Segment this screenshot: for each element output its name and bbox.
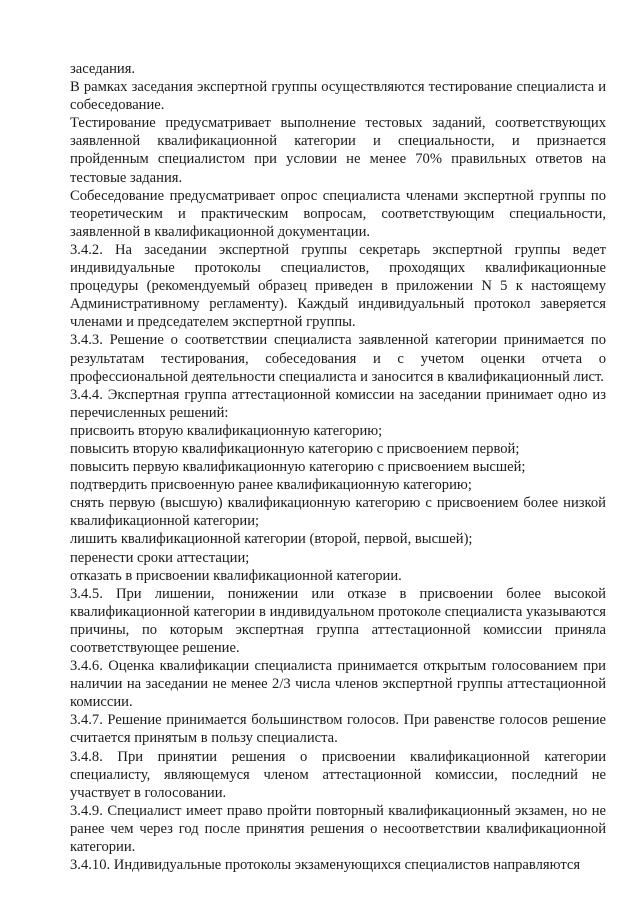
paragraph: 3.4.5. При лишении, понижении или отказе в присвоении более высокой квалификационной категории в индивидуальном протоколе специалиста указываются причины, по которым экспертная группа аттестационной комиссии приняла соответствующее решение.: [70, 585, 606, 656]
paragraph: присвоить вторую квалификационную категорию;: [70, 422, 383, 439]
paragraph: подтвердить присвоенную ранее квалификационную категорию;: [70, 477, 472, 494]
paragraph: 3.4.7. Решение принимается большинством голосов. При равенстве голосов решение считается принятым в пользу специалиста.: [70, 712, 606, 747]
paragraph: 3.4.6. Оценка квалификации специалиста принимается открытым голосованием при наличии на заседании не менее 2/3 числа членов экспертной группы аттестационной комиссии.: [70, 658, 606, 711]
paragraph: снять первую (высшую) квалификационную категорию с присвоением более низкой квалификационной категории;: [70, 495, 606, 530]
paragraph: заседания.: [70, 61, 136, 77]
paragraph: повысить вторую квалификационную категорию с присвоением первой;: [70, 440, 520, 457]
paragraph: 3.4.2. На заседании экспертной группы секретарь экспертной группы ведет индивидуальные протоколы специалистов, проходящих квалификационные процедуры (рекомендуемый образец приведен в приложении N 5 к настоящему Административному регламенту). Каждый индивидуальный протокол заверяется членами и председателем экспертной группы.: [70, 241, 606, 331]
paragraph: перенести сроки аттестации;: [70, 549, 250, 566]
paragraph: лишить квалификационной категории (второй, первой, высшей);: [70, 531, 473, 548]
document-text: [70, 60, 606, 874]
paragraph: 3.4.8. При принятии решения о присвоении квалификационной категории специалисту, являющемуся членом аттестационной комиссии, последний не участвует в голосовании.: [70, 748, 606, 801]
paragraph: Собеседование предусматривает опрос специалиста членами экспертной группы по теоретическим и практическим вопросам, соответствующим специальности, заявленной в квалификационной документации.: [70, 187, 606, 240]
paragraph: 3.4.3. Решение о соответствии специалиста заявленной категории принимается по результатам тестирования, собеседования и с учетом оценки отчета о профессиональной деятельности специалиста и заносится в квалификационный лист.: [70, 332, 606, 385]
paragraph: отказать в присвоении квалификационной категории.: [70, 567, 402, 584]
paragraph: В рамках заседания экспертной группы осуществляются тестирование специалиста и собеседование.: [70, 79, 606, 114]
paragraph: Тестирование предусматривает выполнение тестовых заданий, соответствующих заявленной квалификационной категории и специальности, и признается пройденным специалистом при условии не менее 70% правильных ответов на тестовые задания.: [70, 115, 606, 186]
paragraph: повысить первую квалификационную категорию с присвоением высшей;: [70, 459, 526, 476]
paragraph: 3.4.4. Экспертная группа аттестационной комиссии на заседании принимает одно из перечисленных решений:: [70, 386, 606, 421]
paragraph: 3.4.10. Индивидуальные протоколы экзаменующихся специалистов направляются: [70, 857, 581, 874]
paragraph: 3.4.9. Специалист имеет право пройти повторный квалификационный экзамен, но не ранее чем через год после принятия решения о несоответствии квалификационной категории.: [70, 802, 606, 856]
